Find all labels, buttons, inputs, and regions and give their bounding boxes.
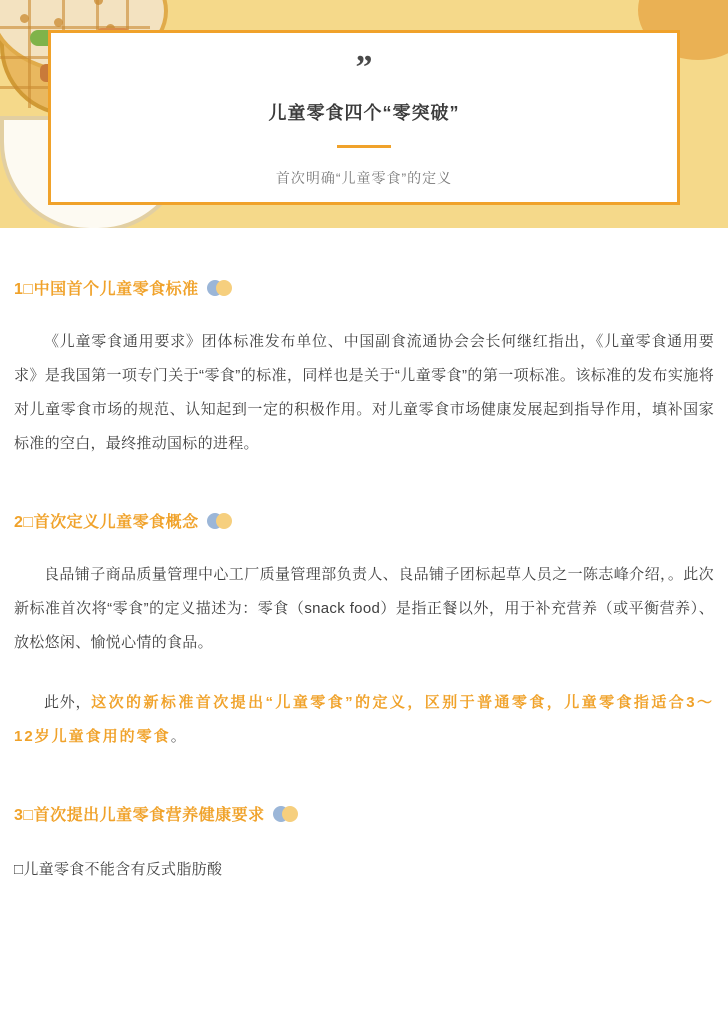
section-2-highlight-paragraph (14, 686, 714, 754)
highlight-text: 这次的新标准首次提出“儿童零食”的定义，区别于普通零食，儿童零食指适合3～12岁儿童食用的零食 (14, 694, 714, 745)
highlight-lead: 此外， (44, 694, 92, 711)
quote-icon: ” (355, 49, 373, 86)
dots-decoration-icon (273, 804, 303, 824)
section-heading-2 (14, 509, 714, 532)
section-heading-3 (14, 802, 714, 825)
highlight-tail: 。 (170, 728, 186, 745)
section-heading-3-label: 3□首次提出儿童零食营养健康要求 (14, 807, 265, 824)
section-heading-2-label: 2□首次定义儿童零食概念 (14, 514, 199, 531)
header-banner (0, 0, 728, 228)
article-content (0, 276, 728, 885)
title-card (48, 30, 680, 205)
page-title: 儿童零食四个“零突破” (268, 103, 460, 123)
section-3-bullet-1: □儿童零食不能含有反式脂肪酸 (14, 861, 223, 878)
section-heading-1-label: 1□中国首个儿童零食标准 (14, 281, 199, 298)
page-subtitle: 首次明确“儿童零食”的定义 (275, 170, 453, 186)
section-1-paragraph-1: 《儿童零食通用要求》团体标准发布单位、中国副食流通协会会长何继红指出，《儿童零食通用要求》是我国第一项专门关于“零食”的标准，同样也是关于“儿童零食”的第一项标准。该标准的发布实施将对儿童零食市场的规范、认知起到一定的积极作用。对儿童零食市场健康发展起到指导作用，填补国家标准的空白，最终推动国标的进程。 (14, 333, 714, 452)
title-divider (337, 145, 391, 148)
dots-decoration-icon (207, 511, 237, 531)
section-heading-1 (14, 276, 714, 299)
section-2-paragraph-1: 良品铺子商品质量管理中心工厂质量管理部负责人、良品铺子团标起草人员之一陈志峰介绍，。此次新标准首次将“零食”的定义描述为：零食（snack food）是指正餐以外，用于补充营养（或平衡营养）、放松悠闲、愉悦心情的食品。 (14, 566, 714, 651)
dots-decoration-icon (207, 278, 237, 298)
